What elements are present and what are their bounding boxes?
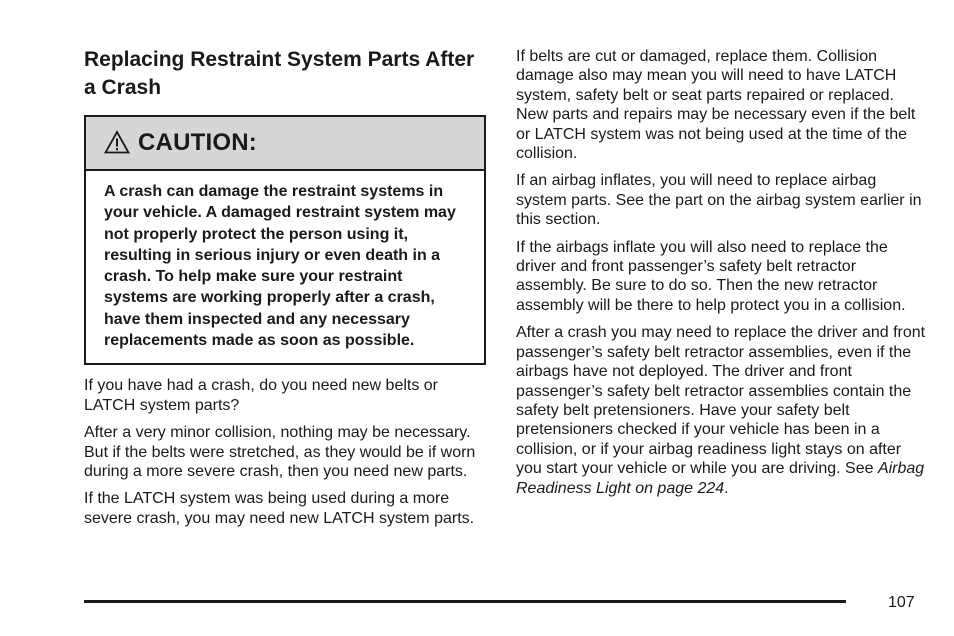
section-title: Replacing Restraint System Parts After a Crash [84,48,475,99]
paragraph-suffix: . [724,479,729,497]
paragraph: After a very minor collision, nothing may be necessary. But if the belts were stretched, as they would be if worn during a more severe crash, then you need new parts. [84,424,476,480]
paragraph-text: After a crash you may need to replace the driver and front passenger’s safety belt retractor assemblies, even if the airbags have not deployed. The driver and front passenger’s safety belt retractor assemblies contain the safety belt pretensioners. Have your safety belt pretensioners checked if your vehicle has been in a collision, or if your airbag readiness light stays on after you start your vehicle or while you are driving. See [516,324,926,478]
caution-body: A crash can damage the restraint systems in your vehicle. A damaged restraint system may not properly protect the person using it, resulting in serious injury or even death in a crash. To help make sure your restraint systems are working properly after a crash, have them inspected and any necessary replacements made as soon as possible. [104,183,456,350]
paragraph: If the airbags inflate you will also need to replace the driver and front passenger’s safety belt retractor assembly. Be sure to do so. Then the new retractor assembly will be there to help protect you in a collision. [516,238,906,314]
paragraph: If belts are cut or damaged, replace them. Collision damage also may mean you will need to have LATCH system, safety belt or seat parts repaired or replaced. New parts and repairs may be necessary even if the belt or LATCH system was not being used at the time of the collision. [516,48,916,163]
caution-header [86,117,484,171]
page-number: 107 [888,594,915,611]
paragraph: If an airbag inflates, you will need to replace airbag system parts. See the part on the airbag system earlier in this section. [516,172,922,229]
caution-box [84,115,486,365]
right-column [516,47,926,506]
warning-triangle-icon [104,130,130,154]
caution-heading: CAUTION: [138,129,257,156]
page-reference: Airbag Readiness Light on page 224 [516,460,925,497]
footer-rule [84,600,846,603]
paragraph: If the LATCH system was being used during a more severe crash, you may need new LATCH system parts. [84,490,475,527]
paragraph-with-reference [516,323,926,498]
paragraph: If you have had a crash, do you need new belts or LATCH system parts? [84,377,439,414]
left-paragraphs [84,376,486,528]
left-column [84,46,486,536]
